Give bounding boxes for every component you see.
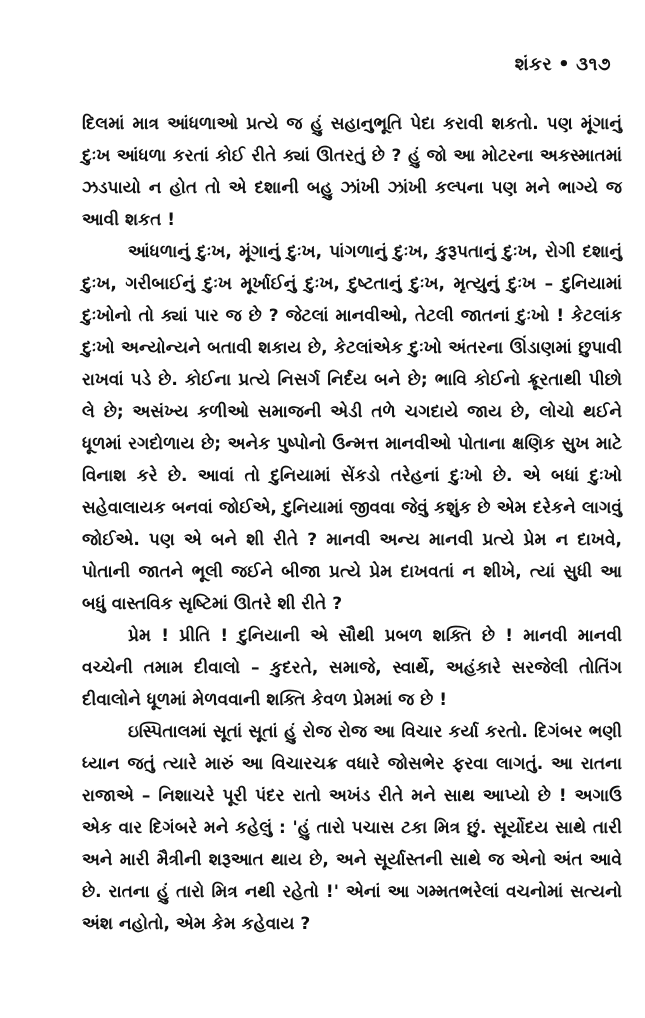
paragraph-3: પ્રેમ ! પ્રીતિ ! દુનિયાની એ સૌથી પ્રબળ શક્તિ છે ! માનવી માનવી વચ્ચેની તમામ દીવાલો – કુદરતે, સમાજે, સ્વાર્થે, અહંકારે સરજેલી તોતિંગ દીવાલોને ધૂળમાં મેળવવાની શક્તિ કેવળ પ્રેમમાં જ છે ! [82,626,622,710]
paragraph-1: દિલમાં માત્ર આંધળાઓ પ્રત્યે જ હું સહાનુભૂતિ પેદા કરાવી શકતો. પણ મૂંગાનું દુઃખ આંધળા કરતાં કોઈ રીતે ક્યાં ઊતરતું છે ? હું જો આ મોટરના અકસ્માતમાં ઝડપાયો ન હોત તો એ દશાની બહુ ઝાંખી ઝાંખી કલ્પના પણ મને ભાગ્યે જ આવી શકત ! [82,114,622,230]
page-number: ૩૧૭ [576,54,611,75]
header-separator: • [558,54,571,75]
running-header [515,54,611,75]
paragraph-2: આંધળાનું દુઃખ, મૂંગાનું દુઃખ, પાંગળાનું દુઃખ, કુરૂપતાનું દુઃખ, રોગી દશાનું દુઃખ, ગરીબાઈનું દુઃખ મૂર્ખાઈનું દુઃખ, દુષ્ટતાનું દુઃખ, મૃત્યુનું દુઃખ – દુનિયામાં દુઃખોનો તો ક્યાં પાર જ છે ? જેટલાં માનવીઓ, તેટલી જાતનાં દુઃખો ! કેટલાંક દુઃખો અન્યોન્યને બતાવી શકાય છે, કેટલાંએક દુઃખો અંતરના ઊંડાણમાં છુપાવી રાખવાં પડે છે. કોઈના પ્રત્યે નિસર્ગ નિર્દય બને છે; ભાવિ કોઈનો ક્રૂરતાથી પીછો લે છે; અસંખ્ય કળીઓ સમાજની એડી તળે ચગદાયે જાય છે, લોચો થઈને ધૂળમાં રગદોળાય છે; અનેક પુષ્પોનો ઉન્મત્ત માનવીઓ પોતાના ક્ષણિક સુખ માટે વિનાશ કરે છે. આવાં તો દુનિયામાં સેંકડો તરેહનાં દુઃખો છે. એ બધાં દુઃખો સહેવાલાયક બનવાં જોઈએ, દુનિયામાં જીવવા જેવું કશુંક છે એમ દરેકને લાગવું જોઈએ. પણ એ બને શી રીતે ? માનવી અન્ય માનવી પ્રત્યે પ્રેમ ન દાખવે, પોતાની જાતને ભૂલી જઈને બીજા પ્રત્યે પ્રેમ દાખવતાં ન શીખે, ત્યાં સુધી આ બધું વાસ્તવિક સૃષ્ટિમાં ઊતરે શી રીતે ? [82,242,622,614]
page-body [82,108,622,940]
chapter-title: શંકર [514,54,553,75]
paragraph-4: ઇસ્પિતાલમાં સૂતાં સૂતાં હું રોજ રોજ આ વિચાર કર્યા કરતો. દિગંબર ભણી ધ્યાન જતું ત્યારે મારું આ વિચારચક્ર વધારે જોસભેર ફરવા લાગતું. આ રાતના રાજાએ – નિશાચરે પૂરી પંદર રાતો અખંડ રીતે મને સાથ આપ્યો છે ! અગાઉ એક વાર દિગંબરે મને કહેલું : 'હું તારો પચાસ ટકા મિત્ર છું. સૂર્યોદય સાથે તારી અને મારી મૈત્રીની શરૂઆત થાય છે, અને સૂર્યાસ્તની સાથે જ એનો અંત આવે છે. રાતના હું તારો મિત્ર નથી રહેતો !' એનાં આ ગમ્મતભરેલાં વચનોમાં સત્યનો અંશ નહોતો, એમ કેમ કહેવાય ? [82,722,622,934]
